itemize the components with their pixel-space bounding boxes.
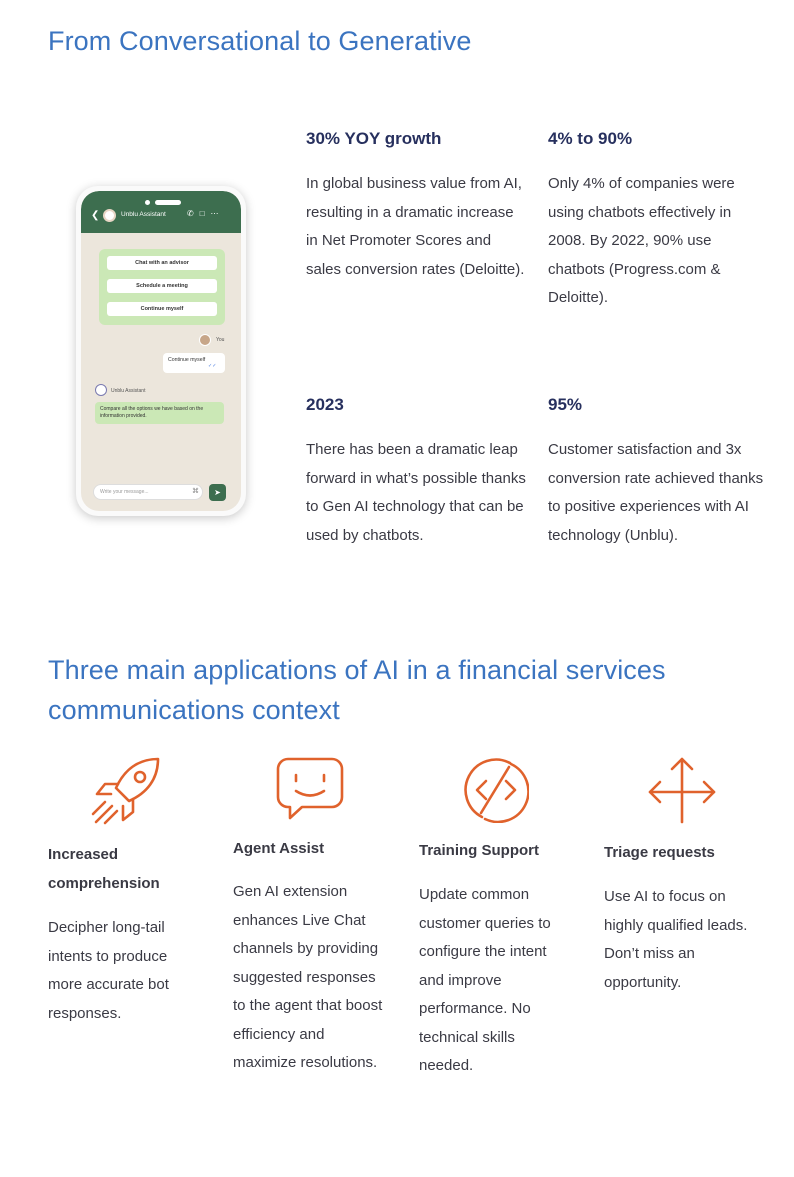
stat-text: In global business value from AI, resulting in a dramatic increase in Net Promoter Scores and sales conversion rates (Deloitte).: [306, 175, 525, 278]
stat-heading: 4% to 90%: [548, 129, 633, 148]
attach-icon: ⌘: [192, 488, 199, 495]
option-chat-advisor: Chat with an advisor: [107, 256, 217, 270]
header-actions: [187, 209, 225, 218]
user-message: Continue myself: [163, 353, 225, 373]
stat-heading: 30% YOY growth: [306, 129, 442, 148]
bot-name: Unblu Assistant: [111, 388, 146, 394]
stat-yoy-growth: [306, 128, 526, 284]
app-heading: Increased comprehension: [48, 846, 160, 892]
chat-header-name: Unblu Assistant: [121, 211, 166, 218]
phone-screen: [81, 191, 241, 511]
phone-icon: ✆: [187, 209, 200, 218]
option-schedule-meeting: Schedule a meeting: [107, 279, 217, 293]
split-arrows-icon: [647, 756, 717, 824]
stat-heading: 2023: [306, 395, 344, 414]
message-composer: Write your message...: [93, 484, 203, 500]
assistant-avatar: [103, 209, 116, 222]
stat-chatbot-adoption: [548, 128, 768, 313]
camera-dot: [145, 200, 150, 205]
section-title-applications: Three main applications of AI in a financial services communications context: [48, 655, 666, 725]
chatbot-icon: [276, 757, 344, 821]
stat-satisfaction: [548, 394, 768, 550]
options-bubble: [99, 249, 225, 325]
more-icon: ⋯: [210, 209, 225, 218]
user-avatar: [199, 334, 211, 346]
back-arrow-icon: ❮: [91, 210, 100, 221]
section-title-generative: From Conversational to Generative: [48, 26, 472, 56]
bot-message: Compare all the options we have based on the information provided.: [95, 402, 224, 424]
app-heading: Agent Assist: [233, 840, 325, 857]
option-continue-myself: Continue myself: [107, 302, 217, 316]
stat-2023: [306, 394, 526, 550]
send-icon: ➤: [209, 484, 226, 501]
bot-avatar: [95, 384, 107, 396]
stat-text: Only 4% of companies were using chatbots effectively in 2008. By 2022, 90% use chatbots (Progress.com & Deloitte).: [548, 175, 735, 306]
app-text: Update common customer queries to configure the intent and improve performance. No technical skills needed.: [419, 886, 551, 1074]
app-text: Gen AI extension enhances Live Chat channels by providing suggested responses to the agent that boost efficiency and maximize resolutions.: [233, 883, 383, 1071]
app-heading: Triage requests: [604, 844, 715, 861]
phone-mockup: [76, 186, 246, 516]
read-ticks-icon: ✓✓: [208, 363, 217, 369]
app-text: Use AI to focus on highly qualified leads. Don’t miss an opportunity.: [604, 888, 748, 991]
code-off-icon: [463, 757, 529, 823]
phone-notch: [155, 200, 181, 205]
stat-text: There has been a dramatic leap forward in what’s possible thanks to Gen AI technology that can be used by chatbots.: [306, 441, 526, 544]
stat-text: Customer satisfaction and 3x conversion rate achieved thanks to positive experiences with AI technology (Unblu).: [548, 441, 764, 544]
user-label: You: [216, 337, 225, 343]
video-icon: □: [199, 209, 211, 218]
rocket-icon: [90, 756, 162, 826]
stat-heading: 95%: [548, 395, 583, 414]
app-heading: Training Support: [419, 842, 539, 859]
app-text: Decipher long-tail intents to produce more accurate bot responses.: [48, 919, 169, 1022]
